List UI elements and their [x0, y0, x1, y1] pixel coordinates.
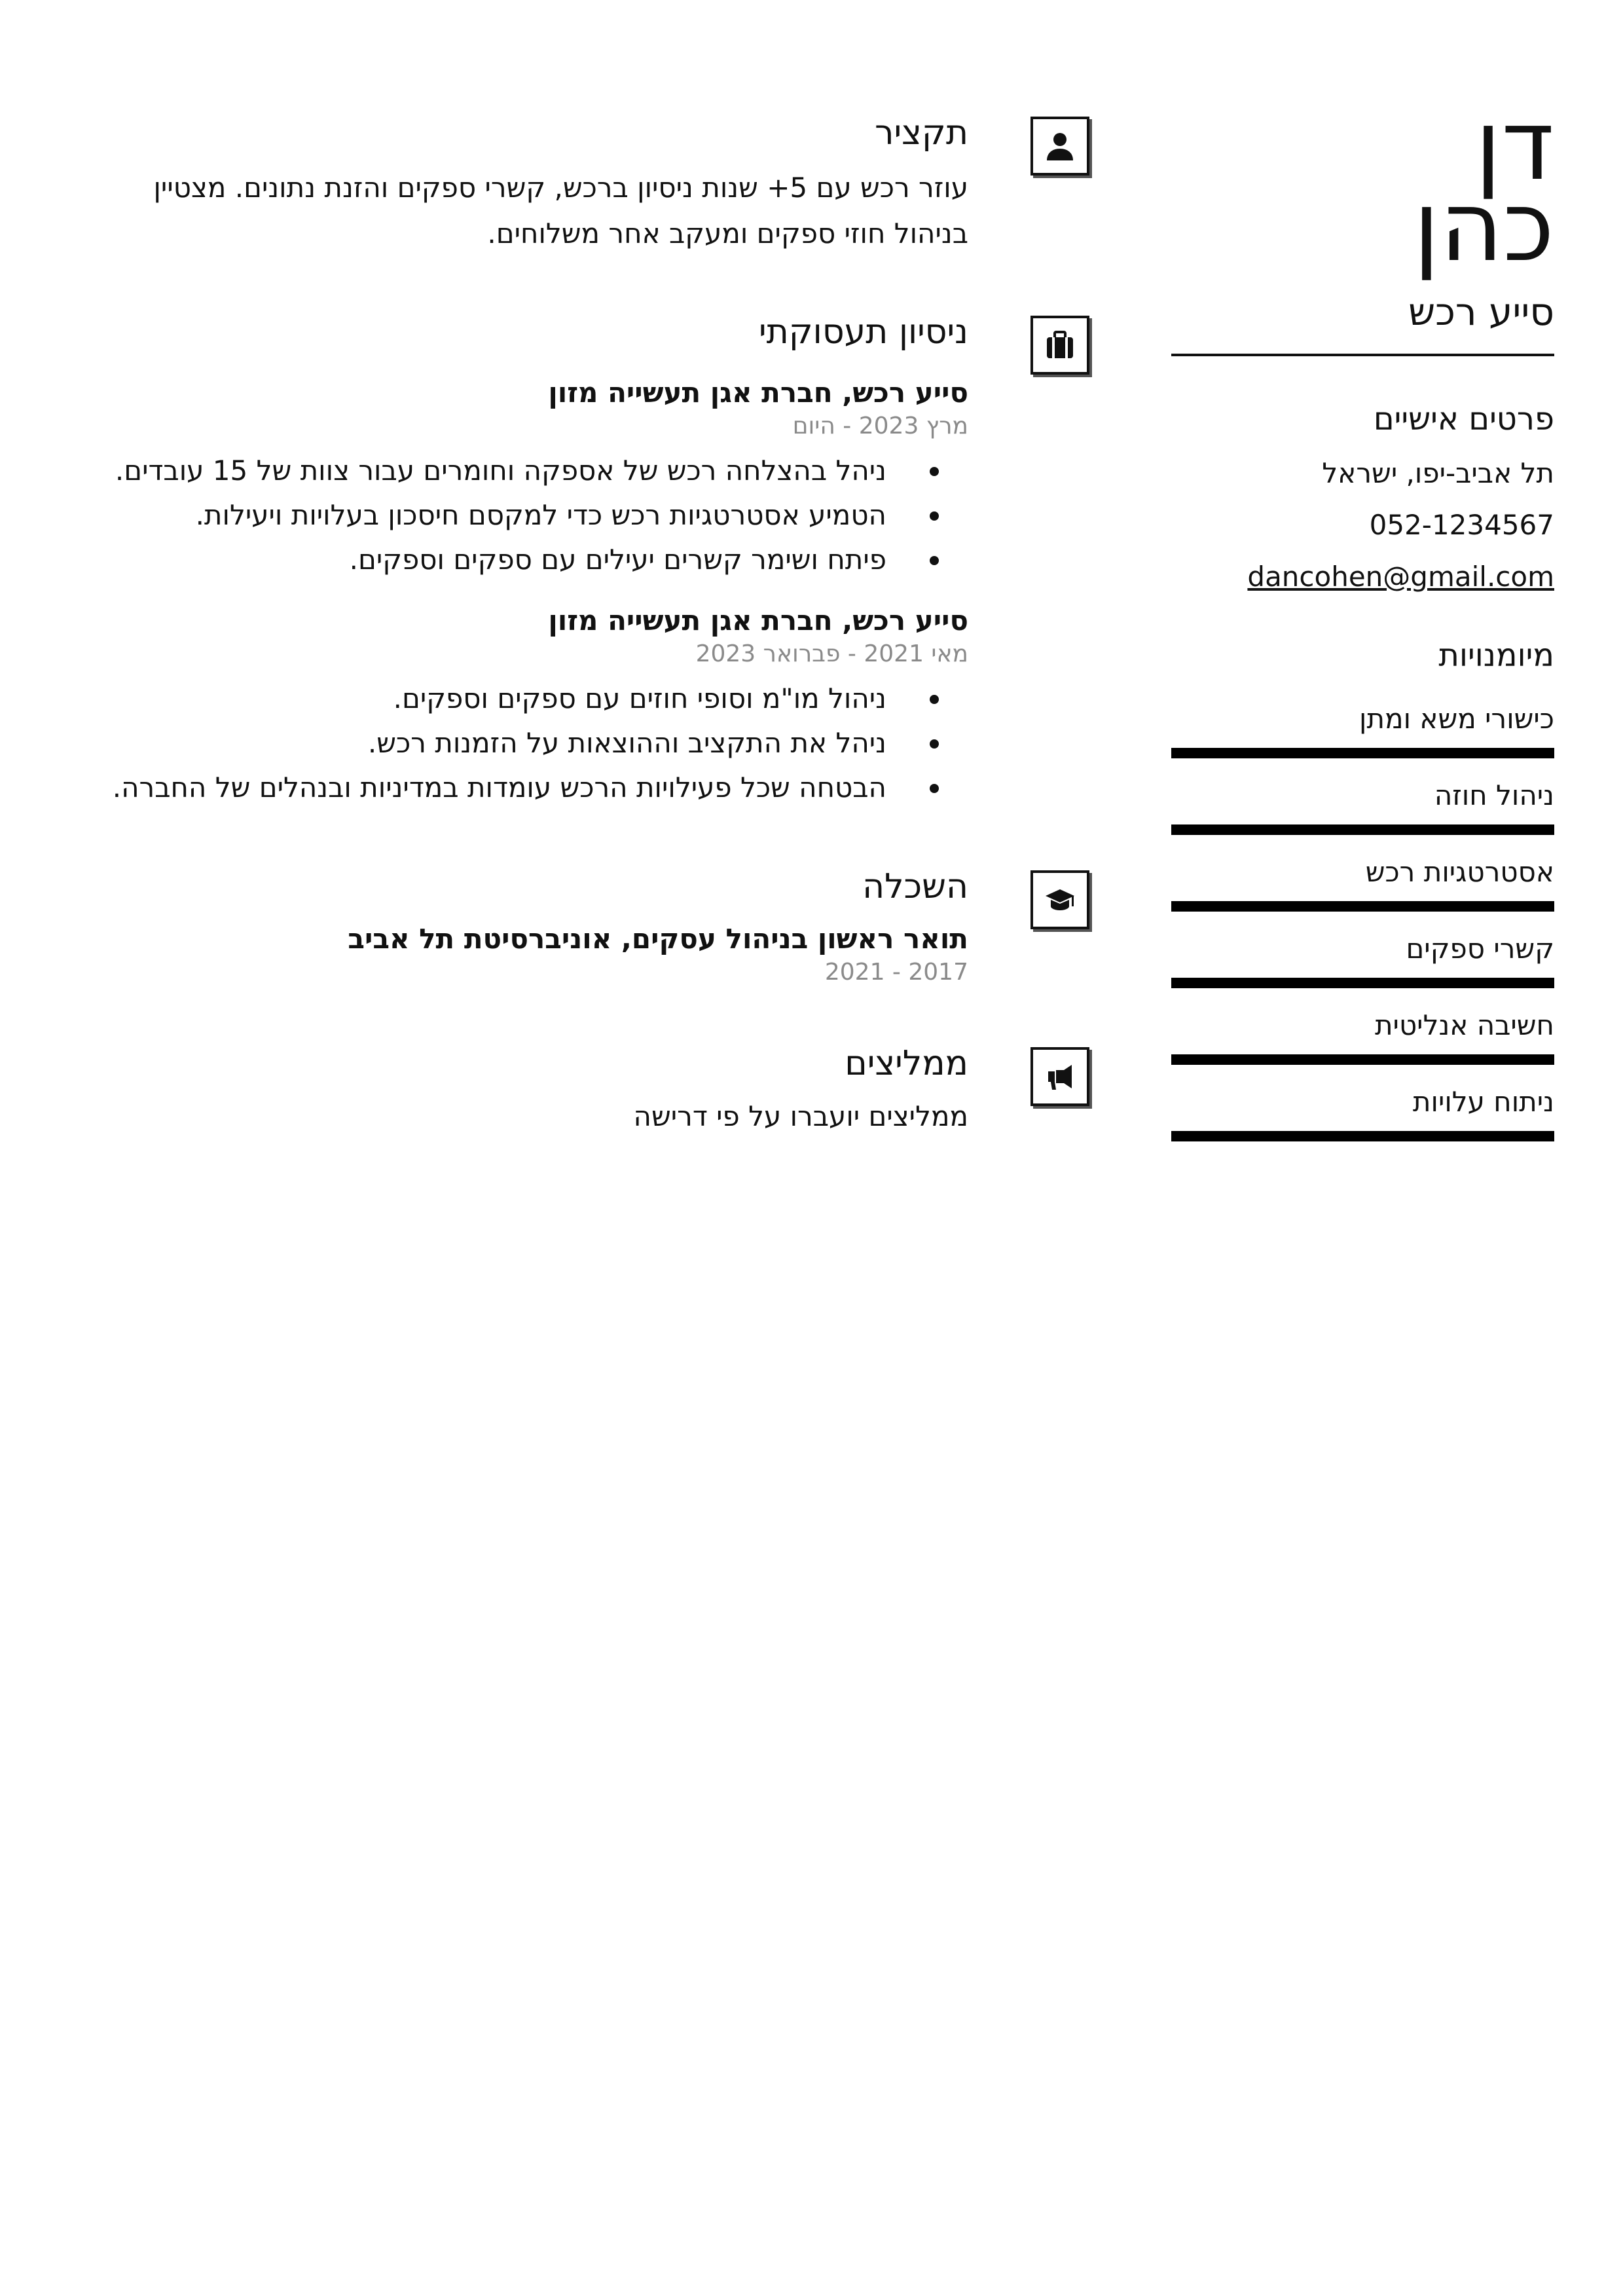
briefcase-icon: [1030, 316, 1089, 375]
list-item: הבטחה שכל פעילויות הרכש עומדות במדיניות ובנהלים של החברה.: [111, 766, 886, 810]
education-section: [111, 865, 968, 986]
skill-item: [1171, 1086, 1554, 1141]
email-link[interactable]: dancohen@gmail.com: [1247, 561, 1554, 593]
skill-item: [1171, 779, 1554, 835]
summary-text: [111, 165, 968, 257]
job-heading: סייע רכש, חברת אגן תעשייה מזון: [548, 377, 968, 409]
experience-section: [111, 310, 968, 811]
list-item: ניהל את התקציב וההוצאות על הזמנות רכש.: [111, 721, 886, 766]
references-section: [111, 1042, 968, 1133]
references-text: ממליצים יועברו על פי דרישה: [633, 1100, 968, 1133]
education-dates: 2017 - 2021: [824, 958, 968, 986]
full-name: [1171, 89, 1554, 283]
location: תל אביב-יפו, ישראל: [1322, 457, 1554, 489]
job-bullets: [111, 676, 968, 810]
skill-level-bar: [1171, 1131, 1554, 1141]
summary-title: תקציר: [875, 113, 968, 153]
job-dates: מאי 2021 - פברואר 2023: [695, 640, 968, 668]
main-column: [111, 105, 968, 1132]
references-title: ממליצים: [845, 1043, 968, 1083]
megaphone-icon: [1030, 1047, 1089, 1106]
skill-level-bar: [1171, 1054, 1554, 1065]
job-dates: מרץ 2023 - היום: [792, 413, 968, 440]
sidebar: [1171, 89, 1554, 1141]
skill-item: [1171, 703, 1554, 758]
skill-label: ניהול חוזה: [1434, 779, 1554, 811]
skill-item: [1171, 856, 1554, 912]
skill-label: כישורי משא ומתן: [1359, 703, 1554, 735]
skill-label: קשרי ספקים: [1406, 933, 1554, 965]
skill-level-bar: [1171, 748, 1554, 758]
person-icon: [1030, 117, 1089, 176]
job-entry: [111, 604, 968, 810]
list-item: הטמיע אסטרטגיות רכש כדי למקסם חיסכון בעלויות ויעילות.: [111, 493, 886, 538]
job-bullets: [111, 449, 968, 582]
divider: [1171, 354, 1554, 356]
last-name: כהן: [1413, 170, 1554, 283]
skill-level-bar: [1171, 901, 1554, 912]
list-item: פיתח ושימר קשרים יעילים עם ספקים וספקים.: [111, 538, 886, 582]
experience-title: ניסיון תעסוקתי: [758, 312, 968, 352]
skill-level-bar: [1171, 824, 1554, 835]
skill-label: ניתוח עלויות: [1412, 1086, 1554, 1118]
degree: תואר ראשון בניהול עסקים, אוניברסיטת תל אביב: [348, 922, 968, 955]
job-title: סייע רכש: [1408, 289, 1554, 334]
skill-label: אסטרטגיות רכש: [1365, 856, 1554, 888]
graduation-cap-icon: [1030, 870, 1089, 929]
skills-list: [1171, 703, 1554, 1141]
first-name: דן: [1474, 89, 1554, 202]
skill-level-bar: [1171, 978, 1554, 988]
skill-item: [1171, 933, 1554, 988]
list-item: ניהל בהצלחה רכש של אספקה וחומרים עבור צוות של 15 עובדים.: [111, 449, 886, 493]
education-title: השכלה: [862, 867, 968, 907]
summary-line: בניהול חוזי ספקים ומעקב אחר משלוחים.: [487, 217, 968, 250]
skill-item: [1171, 1009, 1554, 1065]
phone: 052-1234567: [1369, 509, 1554, 541]
summary-line: עוזר רכש עם 5+ שנות ניסיון ברכש, קשרי ספקים והזנת נתונים. מצטיין: [153, 171, 968, 204]
job-heading: סייע רכש, חברת אגן תעשייה מזון: [548, 604, 968, 637]
skills-heading: מיומנויות: [1438, 637, 1554, 674]
job-entry: [111, 377, 968, 582]
skill-label: חשיבה אנליטית: [1374, 1009, 1554, 1041]
list-item: ניהול מו"מ וסופי חוזים עם ספקים וספקים.: [111, 676, 886, 721]
summary-section: [111, 111, 968, 257]
personal-details-heading: פרטים אישיים: [1373, 401, 1554, 437]
